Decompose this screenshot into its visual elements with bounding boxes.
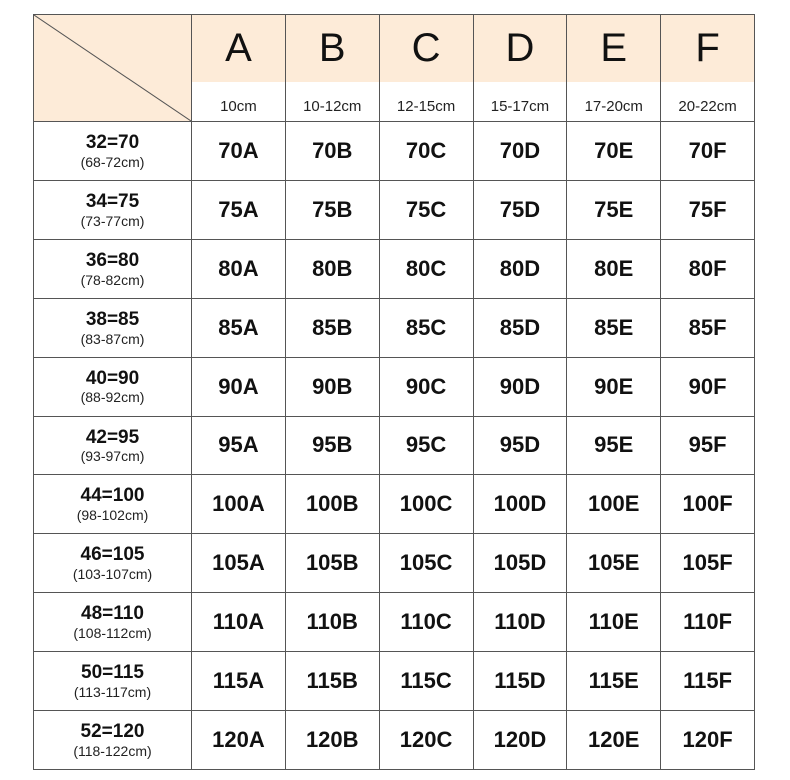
size-cell: 105D [474, 534, 568, 593]
band-size-cell [34, 240, 192, 299]
size-cell: 95E [567, 417, 661, 476]
size-cell: 90D [474, 358, 568, 417]
size-cell: 95F [661, 417, 755, 476]
size-cell: 90B [286, 358, 380, 417]
size-cell: 95C [380, 417, 474, 476]
band-size-cell [34, 652, 192, 711]
cup-range-header: 10-12cm [286, 82, 380, 122]
size-cell: 80F [661, 240, 755, 299]
cup-range-header: 12-15cm [380, 82, 474, 122]
cup-range-header: 15-17cm [474, 82, 568, 122]
size-cell: 95B [286, 417, 380, 476]
size-cell: 105B [286, 534, 380, 593]
size-cell: 120D [474, 711, 568, 770]
size-cell: 100F [661, 475, 755, 534]
size-cell: 75E [567, 181, 661, 240]
size-cell: 75D [474, 181, 568, 240]
size-cell: 90F [661, 358, 755, 417]
size-cell: 85D [474, 299, 568, 358]
band-range-label: (93-97cm) [80, 448, 145, 465]
band-size-label: 48=110 [81, 603, 144, 625]
band-size-label: 46=105 [80, 544, 145, 566]
band-size-label: 40=90 [85, 367, 140, 389]
size-cell: 120A [192, 711, 286, 770]
band-range-label: (88-92cm) [80, 389, 145, 406]
size-cell: 115E [567, 652, 661, 711]
band-range-label: (113-117cm) [73, 684, 152, 700]
size-cell: 80A [192, 240, 286, 299]
size-cell: 100B [286, 475, 380, 534]
size-cell: 95D [474, 417, 568, 476]
size-cell: 110F [661, 593, 755, 652]
size-cell: 70A [192, 122, 286, 181]
size-cell: 100C [380, 475, 474, 534]
size-cell: 80C [380, 240, 474, 299]
band-size-label: 44=100 [80, 485, 145, 507]
band-size-cell [34, 358, 192, 417]
size-chart-table [33, 14, 755, 770]
band-size-cell [34, 417, 192, 476]
size-cell: 75F [661, 181, 755, 240]
band-size-cell [34, 711, 192, 770]
size-cell: 115C [380, 652, 474, 711]
size-cell: 110B [286, 593, 380, 652]
band-size-label: 32=70 [85, 131, 140, 153]
size-cell: 100D [474, 475, 568, 534]
header-corner-cell [34, 15, 192, 122]
size-cell: 105A [192, 534, 286, 593]
band-size-label: 52=120 [80, 721, 145, 743]
cup-range-header: 20-22cm [661, 82, 755, 122]
cup-letter-header: A [192, 15, 286, 82]
size-cell: 115D [474, 652, 568, 711]
size-cell: 95A [192, 417, 286, 476]
size-cell: 105F [661, 534, 755, 593]
size-cell: 70D [474, 122, 568, 181]
band-range-label: (103-107cm) [72, 566, 153, 583]
cup-letter-header: C [380, 15, 474, 82]
cup-letter-header: B [286, 15, 380, 82]
size-cell: 100A [192, 475, 286, 534]
band-size-label: 50=115 [81, 662, 144, 684]
size-cell: 110E [567, 593, 661, 652]
size-cell: 85B [286, 299, 380, 358]
size-cell: 110D [474, 593, 568, 652]
band-range-label: (118-122cm) [73, 742, 152, 759]
cup-letter-header: E [567, 15, 661, 82]
band-range-label: (83-87cm) [80, 330, 145, 347]
band-size-cell [34, 181, 192, 240]
size-cell: 70E [567, 122, 661, 181]
band-range-label: (78-82cm) [80, 271, 145, 288]
band-range-label: (73-77cm) [80, 212, 145, 229]
size-cell: 85F [661, 299, 755, 358]
size-cell: 120B [286, 711, 380, 770]
band-size-cell [34, 534, 192, 593]
size-cell: 70B [286, 122, 380, 181]
size-cell: 120C [380, 711, 474, 770]
size-cell: 115B [286, 652, 380, 711]
size-cell: 90A [192, 358, 286, 417]
band-size-cell [34, 299, 192, 358]
cup-range-header: 17-20cm [567, 82, 661, 122]
size-cell: 70C [380, 122, 474, 181]
band-range-label: (68-72cm) [80, 153, 145, 170]
size-cell: 105C [380, 534, 474, 593]
band-size-cell [34, 593, 192, 652]
band-size-cell [34, 122, 192, 181]
band-range-label: (108-112cm) [73, 625, 152, 642]
size-cell: 80B [286, 240, 380, 299]
size-cell: 110C [380, 593, 474, 652]
size-cell: 85A [192, 299, 286, 358]
size-cell: 105E [567, 534, 661, 593]
cup-range-header: 10cm [192, 82, 286, 122]
size-cell: 115A [192, 652, 286, 711]
size-cell: 75A [192, 181, 286, 240]
band-size-label: 38=85 [85, 308, 140, 330]
band-range-label: (98-102cm) [76, 507, 149, 524]
size-cell: 70F [661, 122, 755, 181]
cup-letter-header: F [661, 15, 755, 82]
size-cell: 90E [567, 358, 661, 417]
diagonal-divider [34, 15, 191, 121]
band-size-label: 42=95 [85, 426, 140, 448]
size-cell: 120E [567, 711, 661, 770]
band-size-label: 36=80 [85, 249, 140, 271]
size-cell: 115F [661, 652, 755, 711]
size-cell: 85E [567, 299, 661, 358]
size-cell: 110A [192, 593, 286, 652]
size-cell: 75C [380, 181, 474, 240]
size-cell: 90C [380, 358, 474, 417]
band-size-label: 34=75 [85, 190, 140, 212]
size-cell: 100E [567, 475, 661, 534]
size-cell: 80E [567, 240, 661, 299]
size-cell: 120F [661, 711, 755, 770]
size-cell: 80D [474, 240, 568, 299]
cup-letter-header: D [474, 15, 568, 82]
size-cell: 85C [380, 299, 474, 358]
size-cell: 75B [286, 181, 380, 240]
band-size-cell [34, 475, 192, 534]
